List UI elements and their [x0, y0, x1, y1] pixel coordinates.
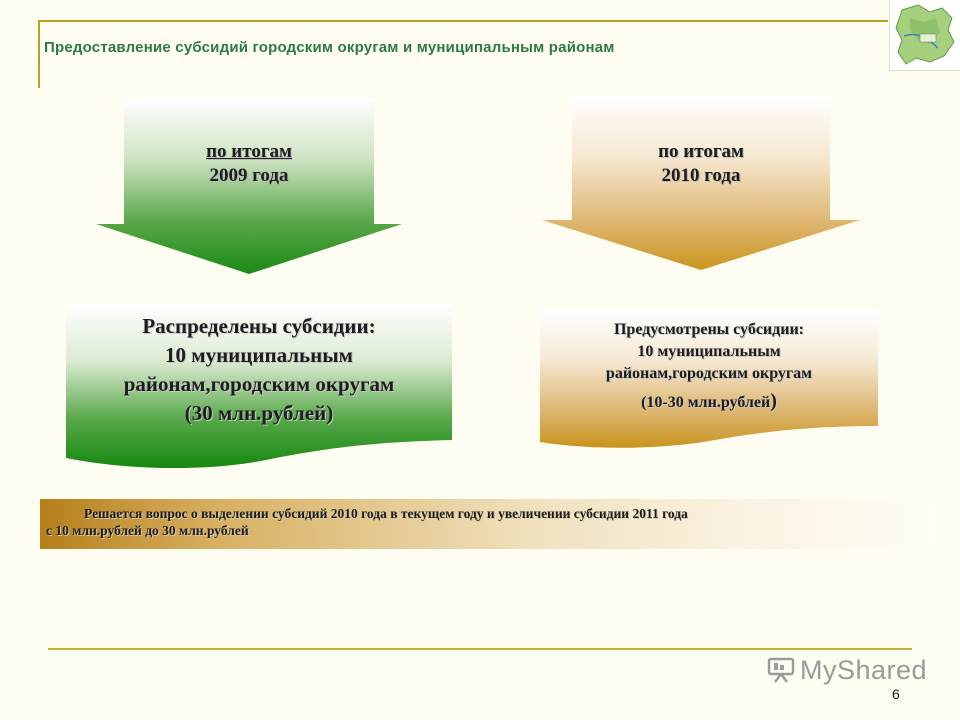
arrow-2009-line2: 2009 года	[209, 164, 289, 186]
frame-top-rule	[38, 20, 888, 22]
banner-2009	[66, 300, 452, 472]
banner-2009-line4: (30 млн.рублей)	[184, 401, 334, 425]
arrow-2009-line1: по итогам	[206, 141, 292, 162]
banner-2010	[540, 308, 878, 450]
banner-2009-line3: районам,городским округам	[123, 372, 395, 396]
frame-left-rule	[38, 20, 40, 88]
banner-2009-line1: Распределены субсидии:	[142, 314, 376, 338]
footer-rule	[48, 648, 912, 650]
note-line2: с 10 млн.рублей до 30 млн.рублей	[46, 523, 249, 538]
page-title: Предоставление субсидий городским округам и муниципальным районам	[44, 39, 615, 56]
arrow-2010	[542, 96, 860, 272]
watermark	[766, 655, 927, 686]
watermark-text: MyShared	[800, 655, 928, 685]
arrow-2010-line2: 2010 года	[661, 164, 741, 186]
presentation-board-icon	[766, 657, 796, 683]
banner-2010-line2: 10 муниципальным	[637, 343, 781, 360]
region-logo	[889, 0, 960, 71]
banner-2010-line3: районам,городским округам	[605, 365, 813, 382]
banner-2010-amount: (10-30 млн.рублей	[641, 394, 771, 411]
note-bar	[40, 499, 934, 549]
banner-2010-paren: )	[770, 390, 777, 412]
banner-2009-line2: 10 муниципальным	[165, 343, 353, 367]
arrow-2010-line1: по итогам	[658, 141, 744, 162]
page-number: 6	[892, 686, 900, 702]
banner-2010-line1: Предусмотрены субсидии:	[613, 321, 805, 338]
region-map-logo-icon	[890, 0, 960, 70]
note-line1: Решается вопрос о выделении субсидий 2010 года в текущем году и увеличении субсидии 2011 года	[84, 506, 688, 521]
banner-2010-line4	[540, 390, 878, 414]
arrow-2009	[96, 98, 402, 276]
